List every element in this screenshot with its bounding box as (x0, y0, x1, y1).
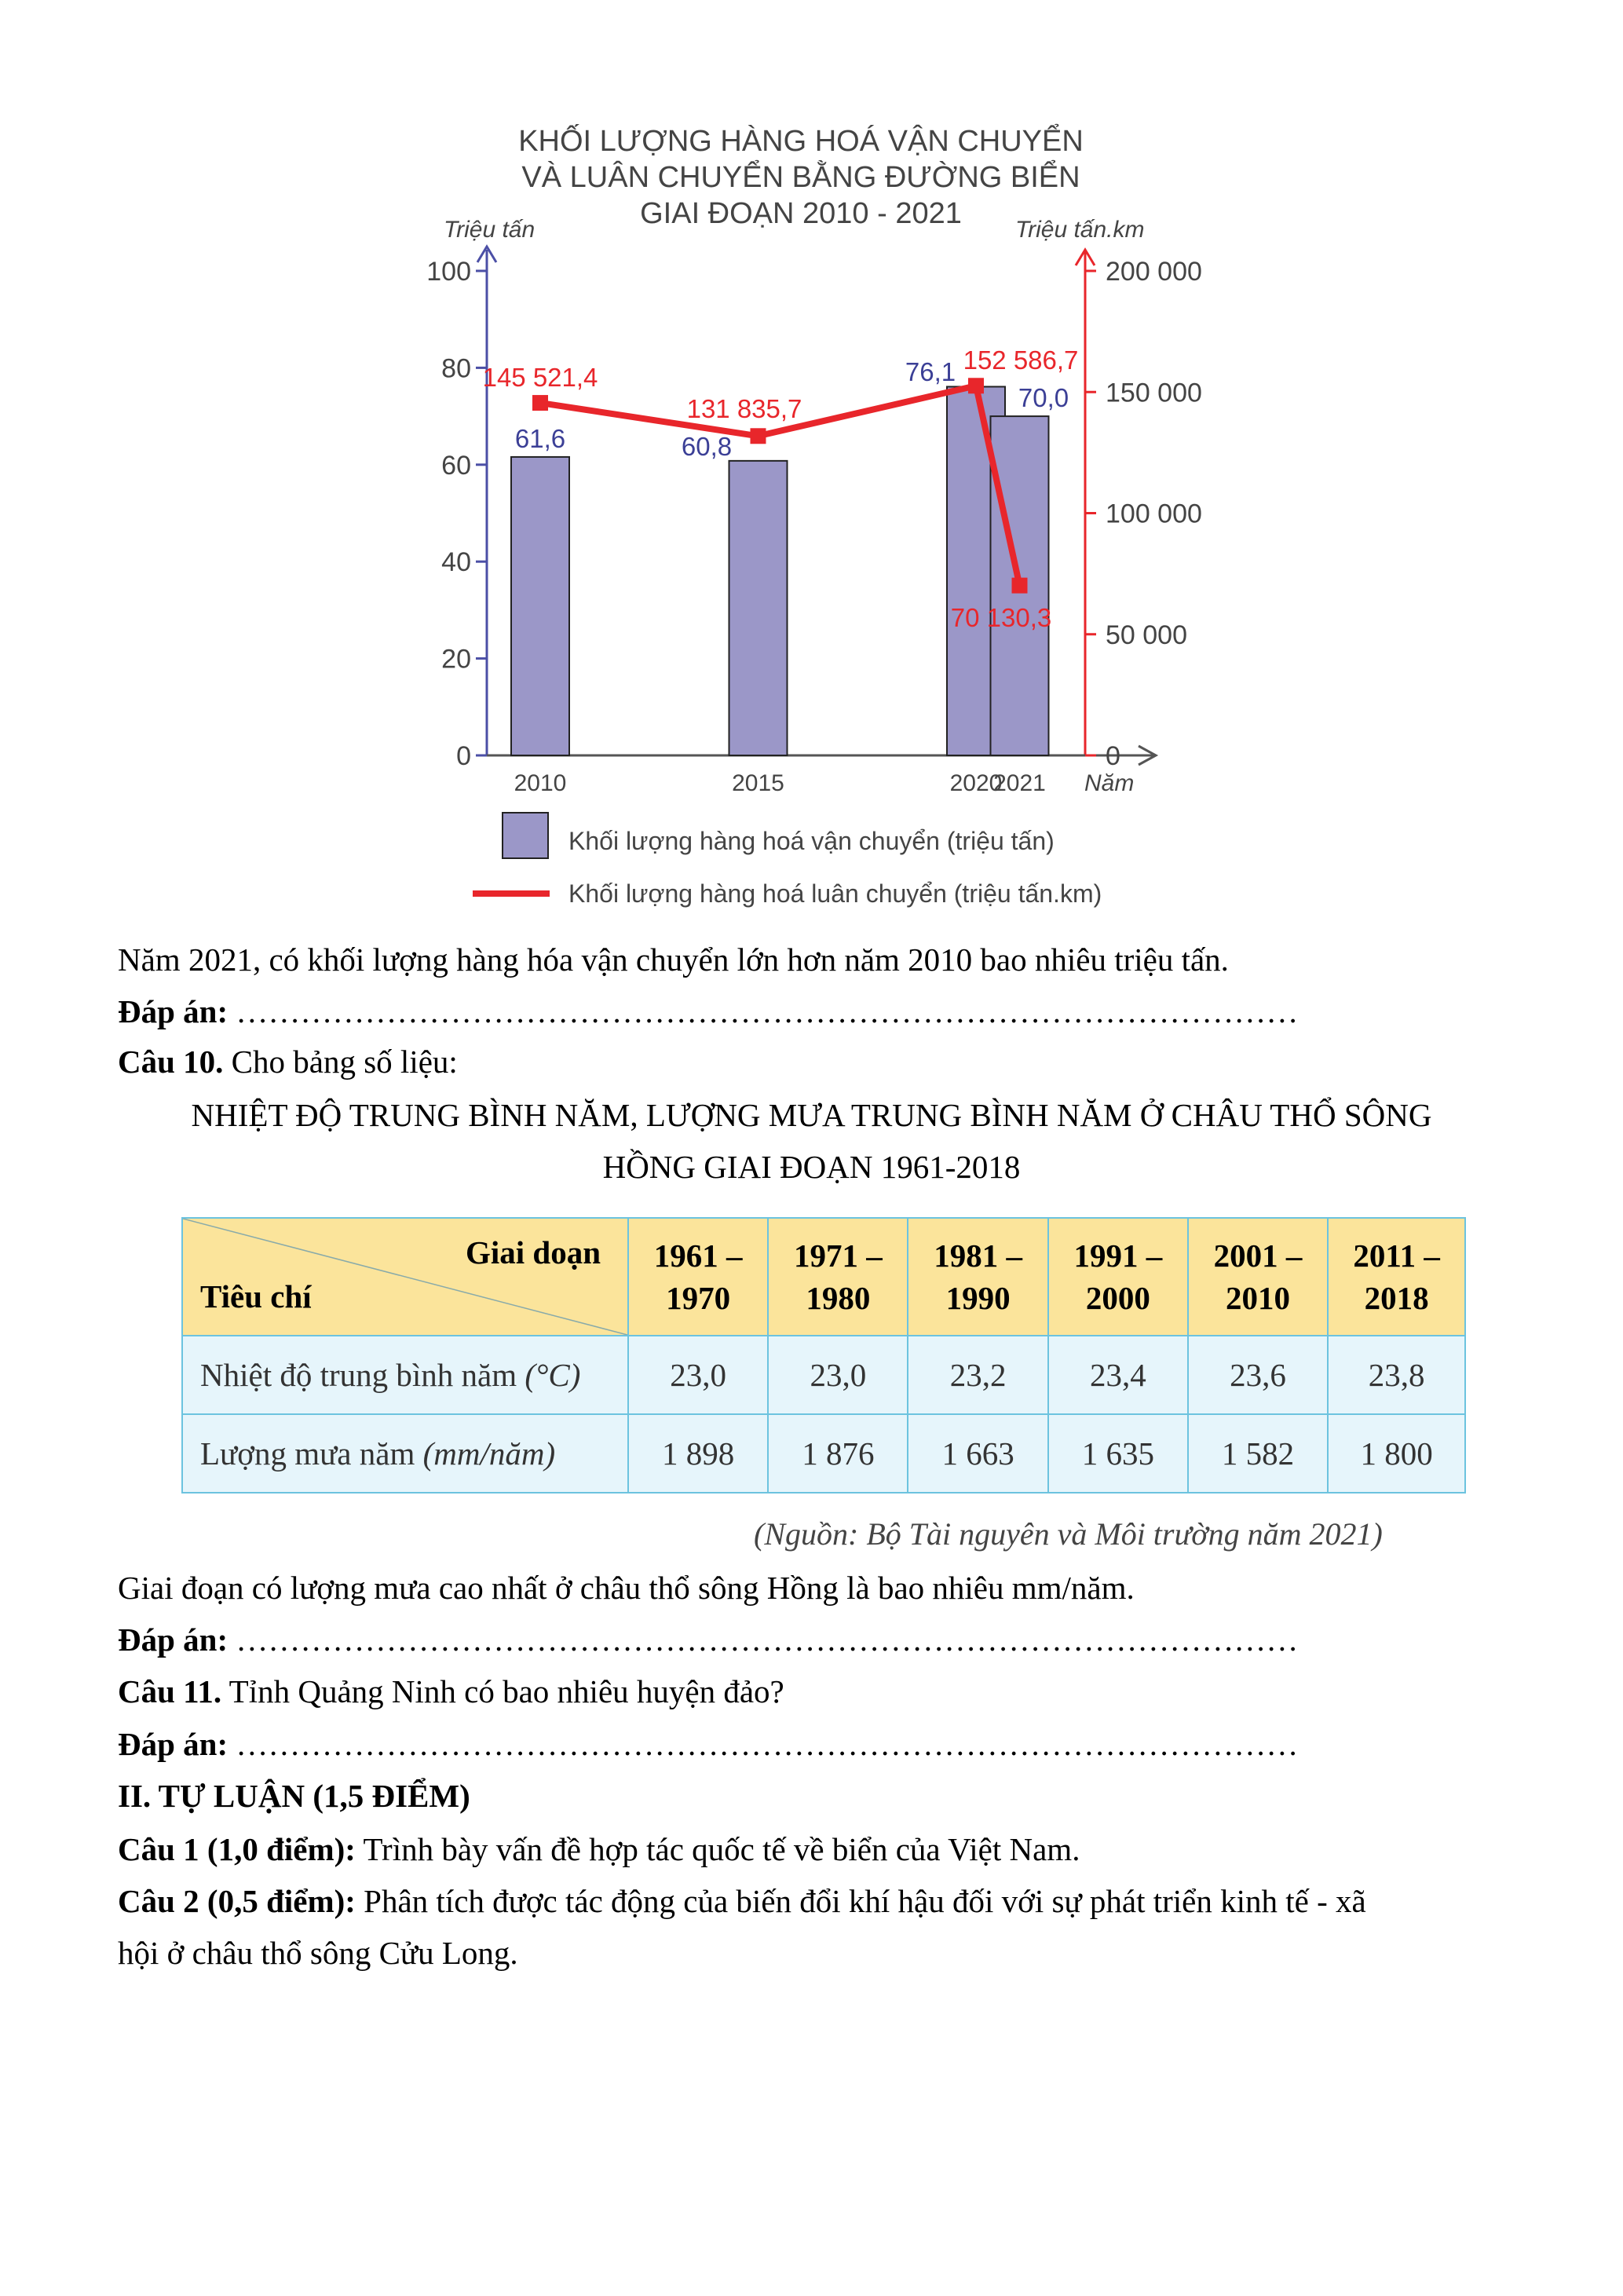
line-point-2021 (1012, 578, 1028, 594)
row-label-text: Lượng mưa năm (200, 1435, 415, 1472)
line-value-label: 131 835,7 (686, 394, 802, 423)
table-cell: 23,6 (1188, 1336, 1328, 1414)
table-header-row (182, 1218, 1465, 1336)
period-header (1048, 1218, 1188, 1336)
period-line-1: 2011 – (1353, 1238, 1440, 1274)
table-cell: 23,2 (908, 1336, 1047, 1414)
period-line-1: 2001 – (1213, 1238, 1303, 1274)
left-tick-label: 0 (456, 741, 471, 771)
table-cell: 23,0 (628, 1336, 768, 1414)
bar-value-label: 76,1 (905, 357, 956, 386)
line-value-label: 70 130,3 (950, 603, 1052, 632)
line-point-2010 (532, 395, 548, 411)
row-label (182, 1414, 628, 1493)
period-header (1188, 1218, 1328, 1336)
table-cell: 23,8 (1328, 1336, 1465, 1414)
answer-label: Đáp án: (118, 1621, 228, 1658)
x-axis-title: Năm (1084, 770, 1135, 796)
right-tick-label: 100 000 (1106, 499, 1202, 529)
row-label-unit: (°C) (525, 1357, 581, 1393)
table-row-rainfall (182, 1414, 1465, 1493)
left-axis-title: Triệu tấn (444, 217, 536, 243)
chart-svg (0, 0, 1623, 927)
q9-question: Năm 2021, có khối lượng hàng hóa vận chuyển lớn hơn năm 2010 bao nhiêu triệu tấn. (118, 941, 1229, 978)
x-tick-label: 2021 (993, 770, 1046, 796)
period-line-2: 2018 (1364, 1280, 1429, 1316)
q10-answer-line (118, 1621, 1298, 1658)
answer-dots: ……………………………………………………………………………………… (236, 993, 1299, 1029)
legend-line-label: Khối lượng hàng hoá luân chuyển (triệu tấn.km) (568, 879, 1102, 908)
essay-q1-label: Câu 1 (1,0 điểm): (118, 1831, 356, 1867)
answer-dots: ……………………………………………………………………………………… (236, 1726, 1299, 1762)
period-line-2: 1990 (945, 1280, 1011, 1316)
period-header (1328, 1218, 1465, 1336)
left-tick-label: 40 (441, 547, 471, 578)
corner-bottom-label: Tiêu chí (200, 1278, 312, 1314)
period-line-2: 1970 (666, 1280, 731, 1316)
period-line-2: 2010 (1226, 1280, 1291, 1316)
table-title-line-2: HỒNG GIAI ĐOẠN 1961-2018 (602, 1149, 1021, 1185)
q10-question: Giai đoạn có lượng mưa cao nhất ở châu thổ sông Hồng là bao nhiêu mm/năm. (118, 1570, 1135, 1606)
x-tick-label: 2020 (949, 770, 1003, 796)
legend-bar-swatch (503, 813, 548, 858)
q11-text: Tỉnh Quảng Ninh có bao nhiêu huyện đảo? (228, 1673, 784, 1709)
right-tick-label: 150 000 (1106, 378, 1202, 408)
x-tick-label: 2010 (514, 770, 567, 796)
q10-label: Câu 10. (118, 1044, 224, 1080)
line-point-2015 (751, 428, 766, 444)
chart-title-line-1: KHỐI LƯỢNG HÀNG HOÁ VẬN CHUYỂN (518, 125, 1084, 158)
answer-label: Đáp án: (118, 1726, 228, 1762)
period-line-1: 1991 – (1073, 1238, 1163, 1274)
table-cell: 1 898 (628, 1414, 768, 1493)
row-label-unit: (mm/năm) (422, 1435, 556, 1472)
chart (0, 0, 1623, 927)
essay-q2-text: Phân tích được tác động của biến đổi khí hậu đối với sự phát triển kinh tế - xã (364, 1883, 1366, 1919)
answer-label: Đáp án: (118, 993, 228, 1029)
line-value-label: 145 521,4 (482, 363, 598, 392)
period-header (768, 1218, 908, 1336)
x-tick-label: 2015 (732, 770, 784, 796)
table-corner-cell (182, 1218, 628, 1336)
table-cell: 1 582 (1188, 1414, 1328, 1493)
row-label (182, 1336, 628, 1414)
table-cell: 1 876 (768, 1414, 908, 1493)
q10-line (118, 1043, 458, 1080)
left-tick-label: 100 (426, 257, 471, 287)
right-tick-label: 0 (1106, 741, 1120, 771)
table-cell: 23,0 (768, 1336, 908, 1414)
chart-title-line-3: GIAI ĐOẠN 2010 - 2021 (640, 197, 962, 230)
table-cell: 1 663 (908, 1414, 1047, 1493)
q9-answer-line (118, 993, 1298, 1030)
q10-text: Cho bảng số liệu: (231, 1044, 458, 1080)
table-cell: 23,4 (1048, 1336, 1188, 1414)
table-cell: 1 800 (1328, 1414, 1465, 1493)
right-tick-label: 200 000 (1106, 257, 1202, 287)
period-line-2: 1980 (806, 1280, 871, 1316)
bar-2015 (729, 461, 788, 755)
essay-q2-continuation: hội ở châu thổ sông Cửu Long. (118, 1935, 518, 1971)
period-line-1: 1961 – (653, 1238, 743, 1274)
period-line-1: 1971 – (793, 1238, 883, 1274)
table-cell: 1 635 (1048, 1414, 1188, 1493)
essay-q2-line (118, 1882, 1366, 1920)
left-tick-label: 60 (441, 450, 471, 481)
period-header (628, 1218, 768, 1336)
table-source: (Nguồn: Bộ Tài nguyên và Môi trường năm 2021) (754, 1516, 1383, 1552)
essay-q2-label: Câu 2 (0,5 điểm): (118, 1883, 356, 1919)
data-table (181, 1217, 1466, 1493)
left-tick-label: 80 (441, 353, 471, 384)
essay-q1-text: Trình bày vấn đề hợp tác quốc tế về biển của Việt Nam. (363, 1831, 1080, 1867)
table-title-line-1: NHIỆT ĐỘ TRUNG BÌNH NĂM, LƯỢNG MƯA TRUNG BÌNH NĂM Ở CHÂU THỔ SÔNG (191, 1097, 1432, 1133)
left-tick-label: 20 (441, 644, 471, 675)
legend-bar-label: Khối lượng hàng hoá vận chuyển (triệu tấn) (568, 827, 1055, 855)
right-axis-title: Triệu tấn.km (1015, 217, 1145, 243)
period-line-2: 2000 (1085, 1280, 1150, 1316)
corner-top-label: Giai doạn (465, 1234, 601, 1270)
table-row-temperature (182, 1336, 1465, 1414)
q11-line (118, 1673, 784, 1710)
line-value-label: 152 586,7 (963, 345, 1079, 375)
bar-value-label: 60,8 (681, 432, 733, 461)
essay-q1-line (118, 1830, 1080, 1868)
period-header (908, 1218, 1047, 1336)
bar-value-label: 61,6 (514, 424, 566, 453)
q11-answer-line (118, 1725, 1298, 1763)
right-tick-label: 50 000 (1106, 620, 1187, 650)
period-line-1: 1981 – (934, 1238, 1022, 1274)
q11-label: Câu 11. (118, 1673, 222, 1709)
row-label-text: Nhiệt độ trung bình năm (200, 1357, 517, 1393)
chart-title-line-2: VÀ LUÂN CHUYỂN BẰNG ĐƯỜNG BIỂN (521, 161, 1080, 194)
section-title: II. TỰ LUẬN (1,5 ĐIỂM) (118, 1778, 470, 1814)
line-point-2020 (968, 378, 984, 393)
answer-dots: ……………………………………………………………………………………… (236, 1621, 1299, 1658)
bar-2010 (511, 457, 569, 755)
bar-value-label: 70,0 (1018, 383, 1069, 412)
